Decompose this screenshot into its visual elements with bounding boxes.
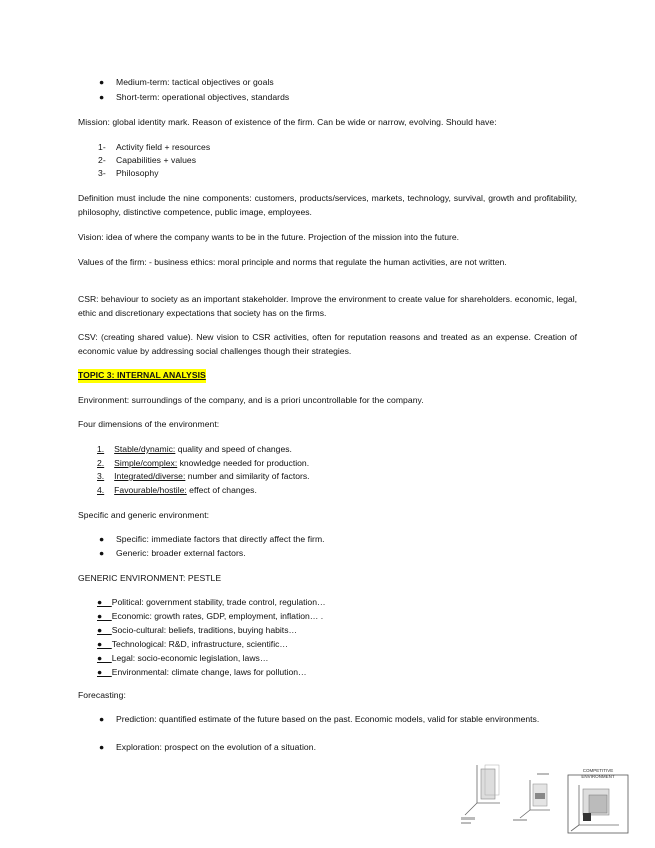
diagram-box-2 bbox=[513, 773, 550, 821]
mission-paragraph: Mission: global identity mark. Reason of existence of the firm. Can be wide or narrow, evolving. Should have: bbox=[78, 117, 497, 127]
mission-list-num: 3- bbox=[98, 168, 106, 178]
dimension-num: 4. bbox=[97, 485, 105, 495]
mission-list-item: Activity field + resources bbox=[116, 142, 211, 152]
dimension-item-2 bbox=[97, 457, 309, 471]
bullet-dot: ● bbox=[99, 534, 105, 544]
csv-paragraph: CSV: (creating shared value). New vision to CSR activities, often for reputation reasons and treated as an expense. Creation of economic value by addressing social challenges though their strategies. bbox=[78, 332, 577, 356]
topic-3-heading: TOPIC 3: INTERNAL ANALYSIS bbox=[78, 369, 206, 383]
pestle-text: Political: government stability, trade control, regulation… bbox=[111, 597, 326, 607]
dimension-num: 1. bbox=[97, 444, 105, 454]
forecasting-prediction: Prediction: quantified estimate of the future based on the past. Economic models, valid for stable environments. bbox=[116, 714, 540, 724]
bullet-dot: ● bbox=[97, 639, 112, 649]
dimension-term: Stable/dynamic: bbox=[114, 444, 176, 454]
pestle-text: Socio-cultural: beliefs, traditions, buying habits… bbox=[111, 625, 298, 635]
dimension-item-4 bbox=[97, 484, 257, 498]
dimension-desc: effect of changes. bbox=[186, 485, 257, 495]
dimension-num: 2. bbox=[97, 458, 105, 468]
top-bullet-1: Medium-term: tactical objectives or goals bbox=[116, 77, 274, 87]
mission-list-item: Capabilities + values bbox=[116, 155, 197, 165]
top-bullet-2: Short-term: operational objectives, standards bbox=[116, 92, 290, 102]
generic-environment-title: GENERIC ENVIRONMENT: PESTLE bbox=[78, 573, 222, 583]
dimension-num: 3. bbox=[97, 471, 105, 481]
bullet-dot: ● bbox=[97, 597, 112, 607]
bullet-dot: ● bbox=[99, 77, 105, 87]
mission-list-item: Philosophy bbox=[116, 168, 159, 178]
diagram-competitive-environment bbox=[568, 768, 628, 833]
pestle-item-political bbox=[97, 596, 326, 610]
generic-item: Generic: broader external factors. bbox=[116, 548, 246, 558]
diagram-title-line2: ENVIRONMENT bbox=[581, 774, 615, 779]
dimension-desc: number and similarity of factors. bbox=[185, 471, 310, 481]
diagram-title-line1: COMPETITIVE bbox=[582, 768, 614, 773]
pestle-text: Economic: growth rates, GDP, employment, inflation… . bbox=[111, 611, 324, 621]
pestle-text: Technological: R&D, infrastructure, scientific… bbox=[111, 639, 288, 649]
bullet-dot: ● bbox=[99, 548, 105, 558]
bullet-dot: ● bbox=[99, 714, 105, 724]
forecasting-exploration: Exploration: prospect on the evolution of a situation. bbox=[116, 742, 317, 752]
pestle-text: Legal: socio-economic legislation, laws… bbox=[111, 653, 269, 663]
environment-paragraph: Environment: surroundings of the company, and is a priori uncontrollable for the company. bbox=[78, 395, 424, 405]
specific-generic-title: Specific and generic environment: bbox=[78, 510, 210, 520]
dimension-term: Integrated/diverse: bbox=[114, 471, 186, 481]
bullet-dot: ● bbox=[99, 742, 105, 752]
mission-list-num: 2- bbox=[98, 155, 106, 165]
dimension-term: Simple/complex: bbox=[114, 458, 178, 468]
pestle-item-socio-cultural bbox=[97, 624, 297, 638]
bullet-dot: ● bbox=[97, 653, 112, 663]
four-dimensions-title: Four dimensions of the environment: bbox=[78, 419, 220, 429]
pestle-text: Environmental: climate change, laws for pollution… bbox=[111, 667, 307, 677]
pestle-item-technological bbox=[97, 638, 288, 652]
bullet-dot: ● bbox=[97, 611, 112, 621]
csr-paragraph: CSR: behaviour to society as an important stakeholder. Improve the environment to create value for shareholders. economic, legal, ethic and discretionary expectations that society has on the firms. bbox=[78, 294, 577, 318]
mission-list-num: 1- bbox=[98, 142, 106, 152]
pestle-item-economic bbox=[97, 610, 323, 624]
pestle-item-environmental bbox=[97, 666, 307, 680]
dimension-item-3 bbox=[97, 470, 310, 484]
dimension-term: Favourable/hostile: bbox=[114, 485, 187, 495]
environment-diagrams bbox=[455, 755, 635, 840]
bullet-dot: ● bbox=[97, 625, 112, 635]
bullet-dot: ● bbox=[99, 92, 105, 102]
forecasting-title: Forecasting: bbox=[78, 690, 126, 700]
vision-paragraph: Vision: idea of where the company wants to be in the future. Projection of the mission into the future. bbox=[78, 232, 460, 242]
dimension-desc: quality and speed of changes. bbox=[175, 444, 292, 454]
pestle-item-legal bbox=[97, 652, 268, 666]
diagram-box-1 bbox=[461, 765, 500, 824]
values-paragraph: Values of the firm: - business ethics: moral principle and norms that regulate the human activities, are not written. bbox=[78, 257, 507, 267]
definition-paragraph: Definition must include the nine components: customers, products/services, markets, technology, survival, growth and profitability, philosophy, distinctive competence, public image, employees. bbox=[78, 193, 577, 217]
dimension-item-1 bbox=[97, 443, 292, 457]
specific-item: Specific: immediate factors that directly affect the firm. bbox=[116, 534, 325, 544]
dimension-desc: knowledge needed for production. bbox=[177, 458, 310, 468]
bullet-dot: ● bbox=[97, 667, 112, 677]
